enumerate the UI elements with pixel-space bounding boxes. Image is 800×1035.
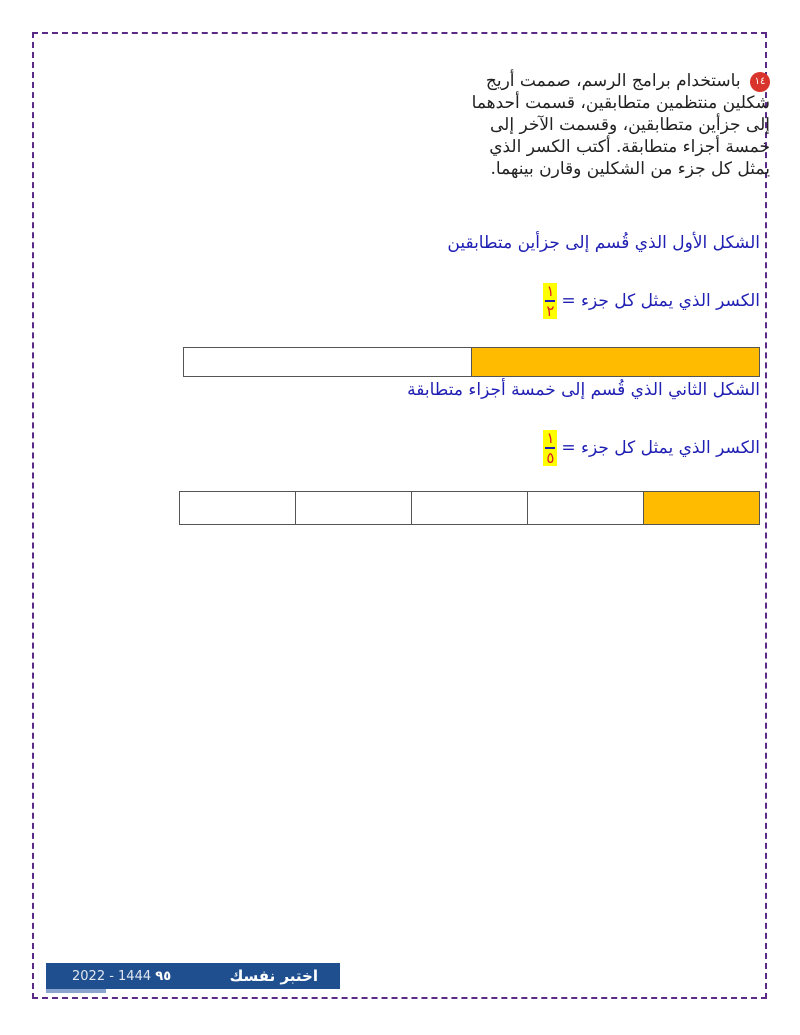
question-line-3: إلى جزأين متطابقين، وقسمت الآخر إلى [489,115,770,135]
footer-year [72,969,171,984]
shape2-rectangle [179,491,760,525]
shape1-fraction-label: الكسر الذي يمثل كل جزء = [561,291,760,311]
footer-band [46,963,340,989]
footer-year-text: 2022 - 1444 [72,968,152,984]
shape1-numerator: ١ [546,282,555,300]
shape1-description: الشكل الأول الذي قُسم إلى جزأين متطابقين [447,233,760,253]
footer-accent [46,989,106,993]
shape2-numerator: ١ [546,429,555,447]
page-number: ٩٥ [155,968,172,984]
shape2-fraction-label: الكسر الذي يمثل كل جزء = [561,438,760,458]
shape1-rectangle [183,347,760,377]
shape2-part-1 [180,492,295,524]
shape2-fraction [543,430,557,466]
shape2-description: الشكل الثاني الذي قُسم إلى خمسة أجزاء متطابقة [407,380,760,400]
question-line-2: شكلين منتظمين متطابقين، قسمت أحدهما [471,93,770,113]
shape1-fraction [543,283,557,319]
footer-title: اختبر نفسك [229,967,318,985]
shape2-part-2 [295,492,411,524]
shape2-denominator: ٥ [546,449,555,467]
shape1-part-1 [184,348,471,376]
shape2-part-4 [527,492,643,524]
shape2-fraction-line [543,430,760,466]
question-text [420,70,770,180]
question-line-4: خمسة أجزاء متطابقة. أكتب الكسر الذي [489,137,770,157]
shape1-fraction-line [543,283,760,319]
question-line-1-text: باستخدام برامج الرسم، صممت أريج [485,71,741,91]
question-line-1 [420,70,770,92]
shape1-part-2 [471,348,759,376]
shape2-part-5 [643,492,759,524]
question-number-badge: ١٤ [750,72,770,92]
shape1-denominator: ٢ [546,302,555,320]
shape2-part-3 [411,492,527,524]
question-line-5: يمثل كل جزء من الشكلين وقارن بينهما. [490,159,770,179]
